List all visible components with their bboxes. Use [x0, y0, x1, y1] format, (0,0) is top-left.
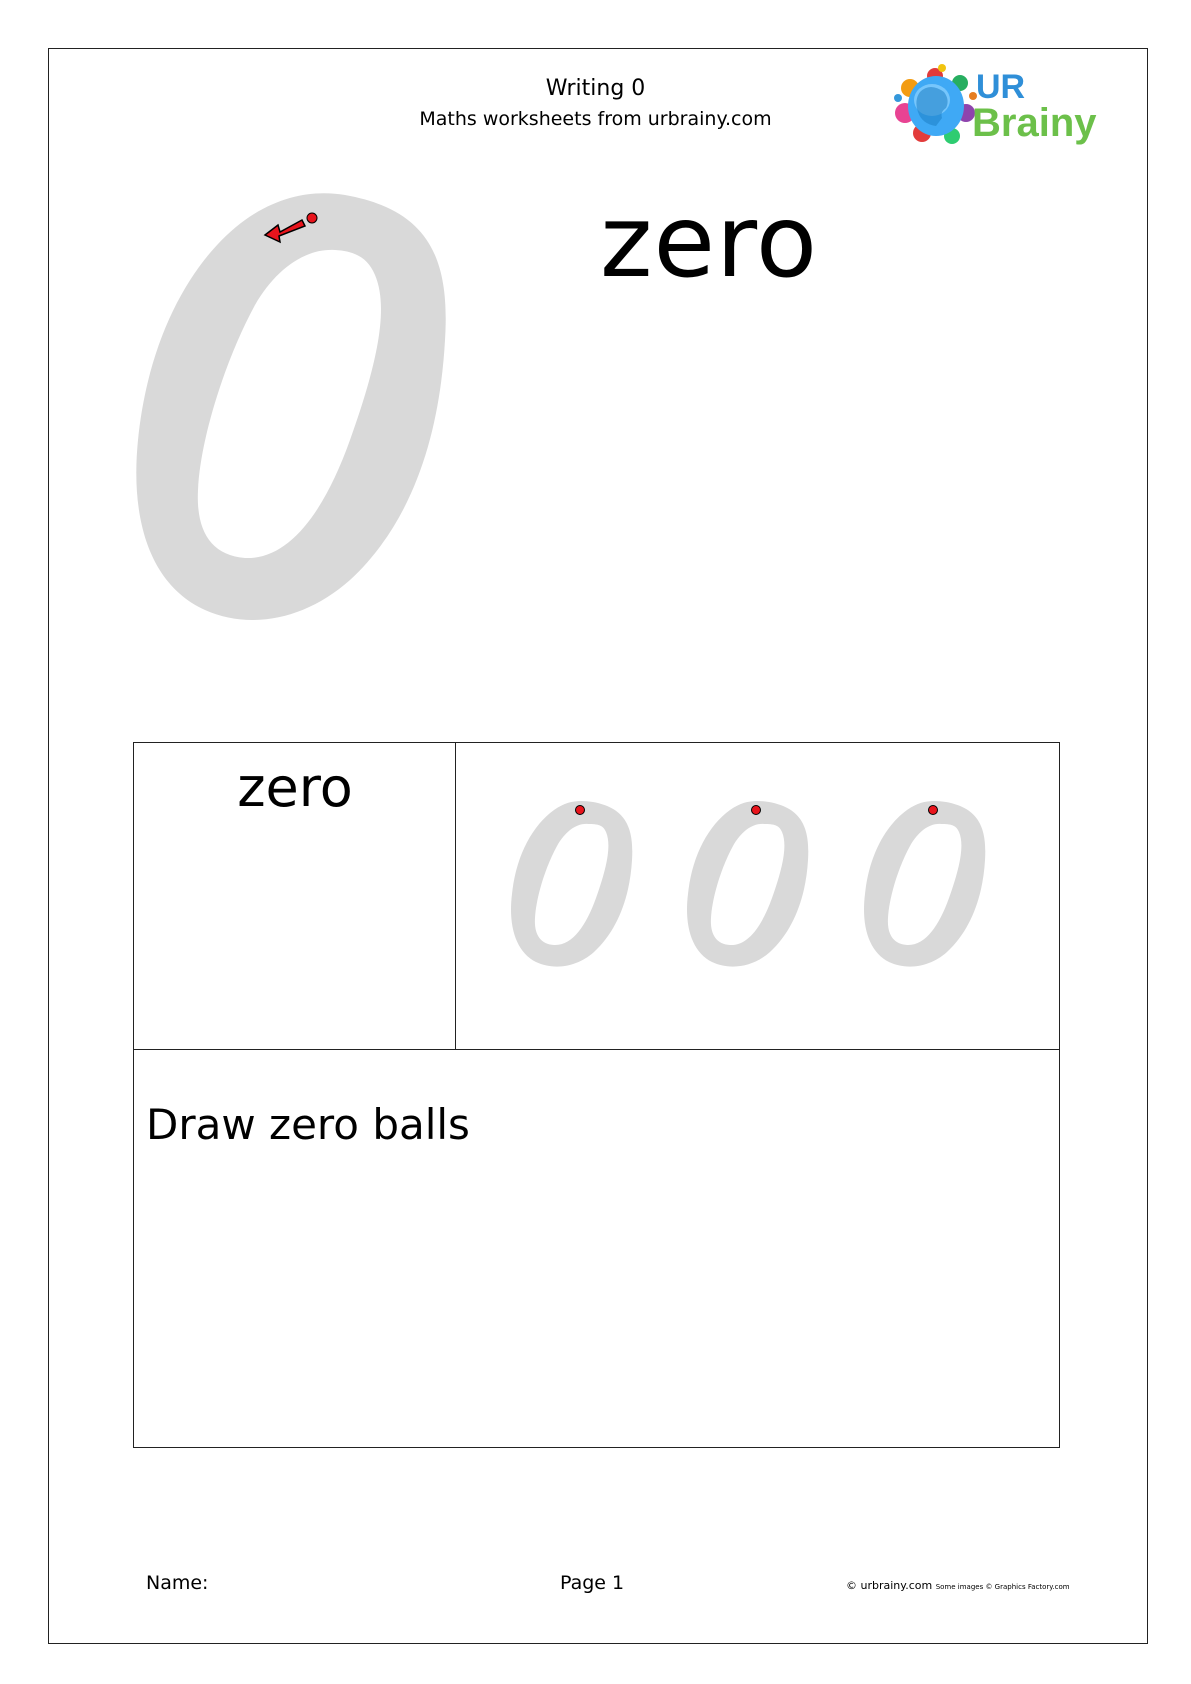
- trace-digit-zero-1[interactable]: [508, 798, 638, 968]
- drawing-area[interactable]: [134, 1050, 1059, 1447]
- logo-ur-text: UR: [976, 68, 1026, 106]
- trace-cell: [456, 743, 1059, 1050]
- page-number: Page 1: [560, 1572, 625, 1594]
- trace-digit-zero-3[interactable]: [861, 798, 991, 968]
- urbrainy-logo: [880, 58, 1110, 148]
- logo-brainy-text: Brainy: [972, 101, 1097, 145]
- drawing-instruction: Draw zero balls: [146, 1100, 470, 1149]
- worksheet-title: Writing 0: [545, 76, 646, 101]
- practice-grid: [133, 742, 1060, 1448]
- trace-digit-zero-2[interactable]: [684, 798, 814, 968]
- name-label: Name:: [146, 1572, 209, 1594]
- number-word-small: zero: [237, 756, 353, 819]
- worksheet-subtitle: Maths worksheets from urbrainy.com: [419, 108, 772, 130]
- copyright-text: © urbrainy.com: [846, 1579, 933, 1592]
- logo-splash-icon: [894, 64, 977, 144]
- image-credit-text: Some images © Graphics Factory.com: [935, 1583, 1070, 1591]
- start-dot-icon: [576, 806, 585, 815]
- large-trace-digit-zero: [130, 190, 460, 620]
- copyright-notice: [846, 1579, 1070, 1592]
- word-cell: [134, 743, 456, 1050]
- start-dot-icon: [752, 806, 761, 815]
- number-word-large: zero: [600, 183, 819, 300]
- start-dot-icon: [307, 213, 317, 223]
- start-dot-icon: [929, 806, 938, 815]
